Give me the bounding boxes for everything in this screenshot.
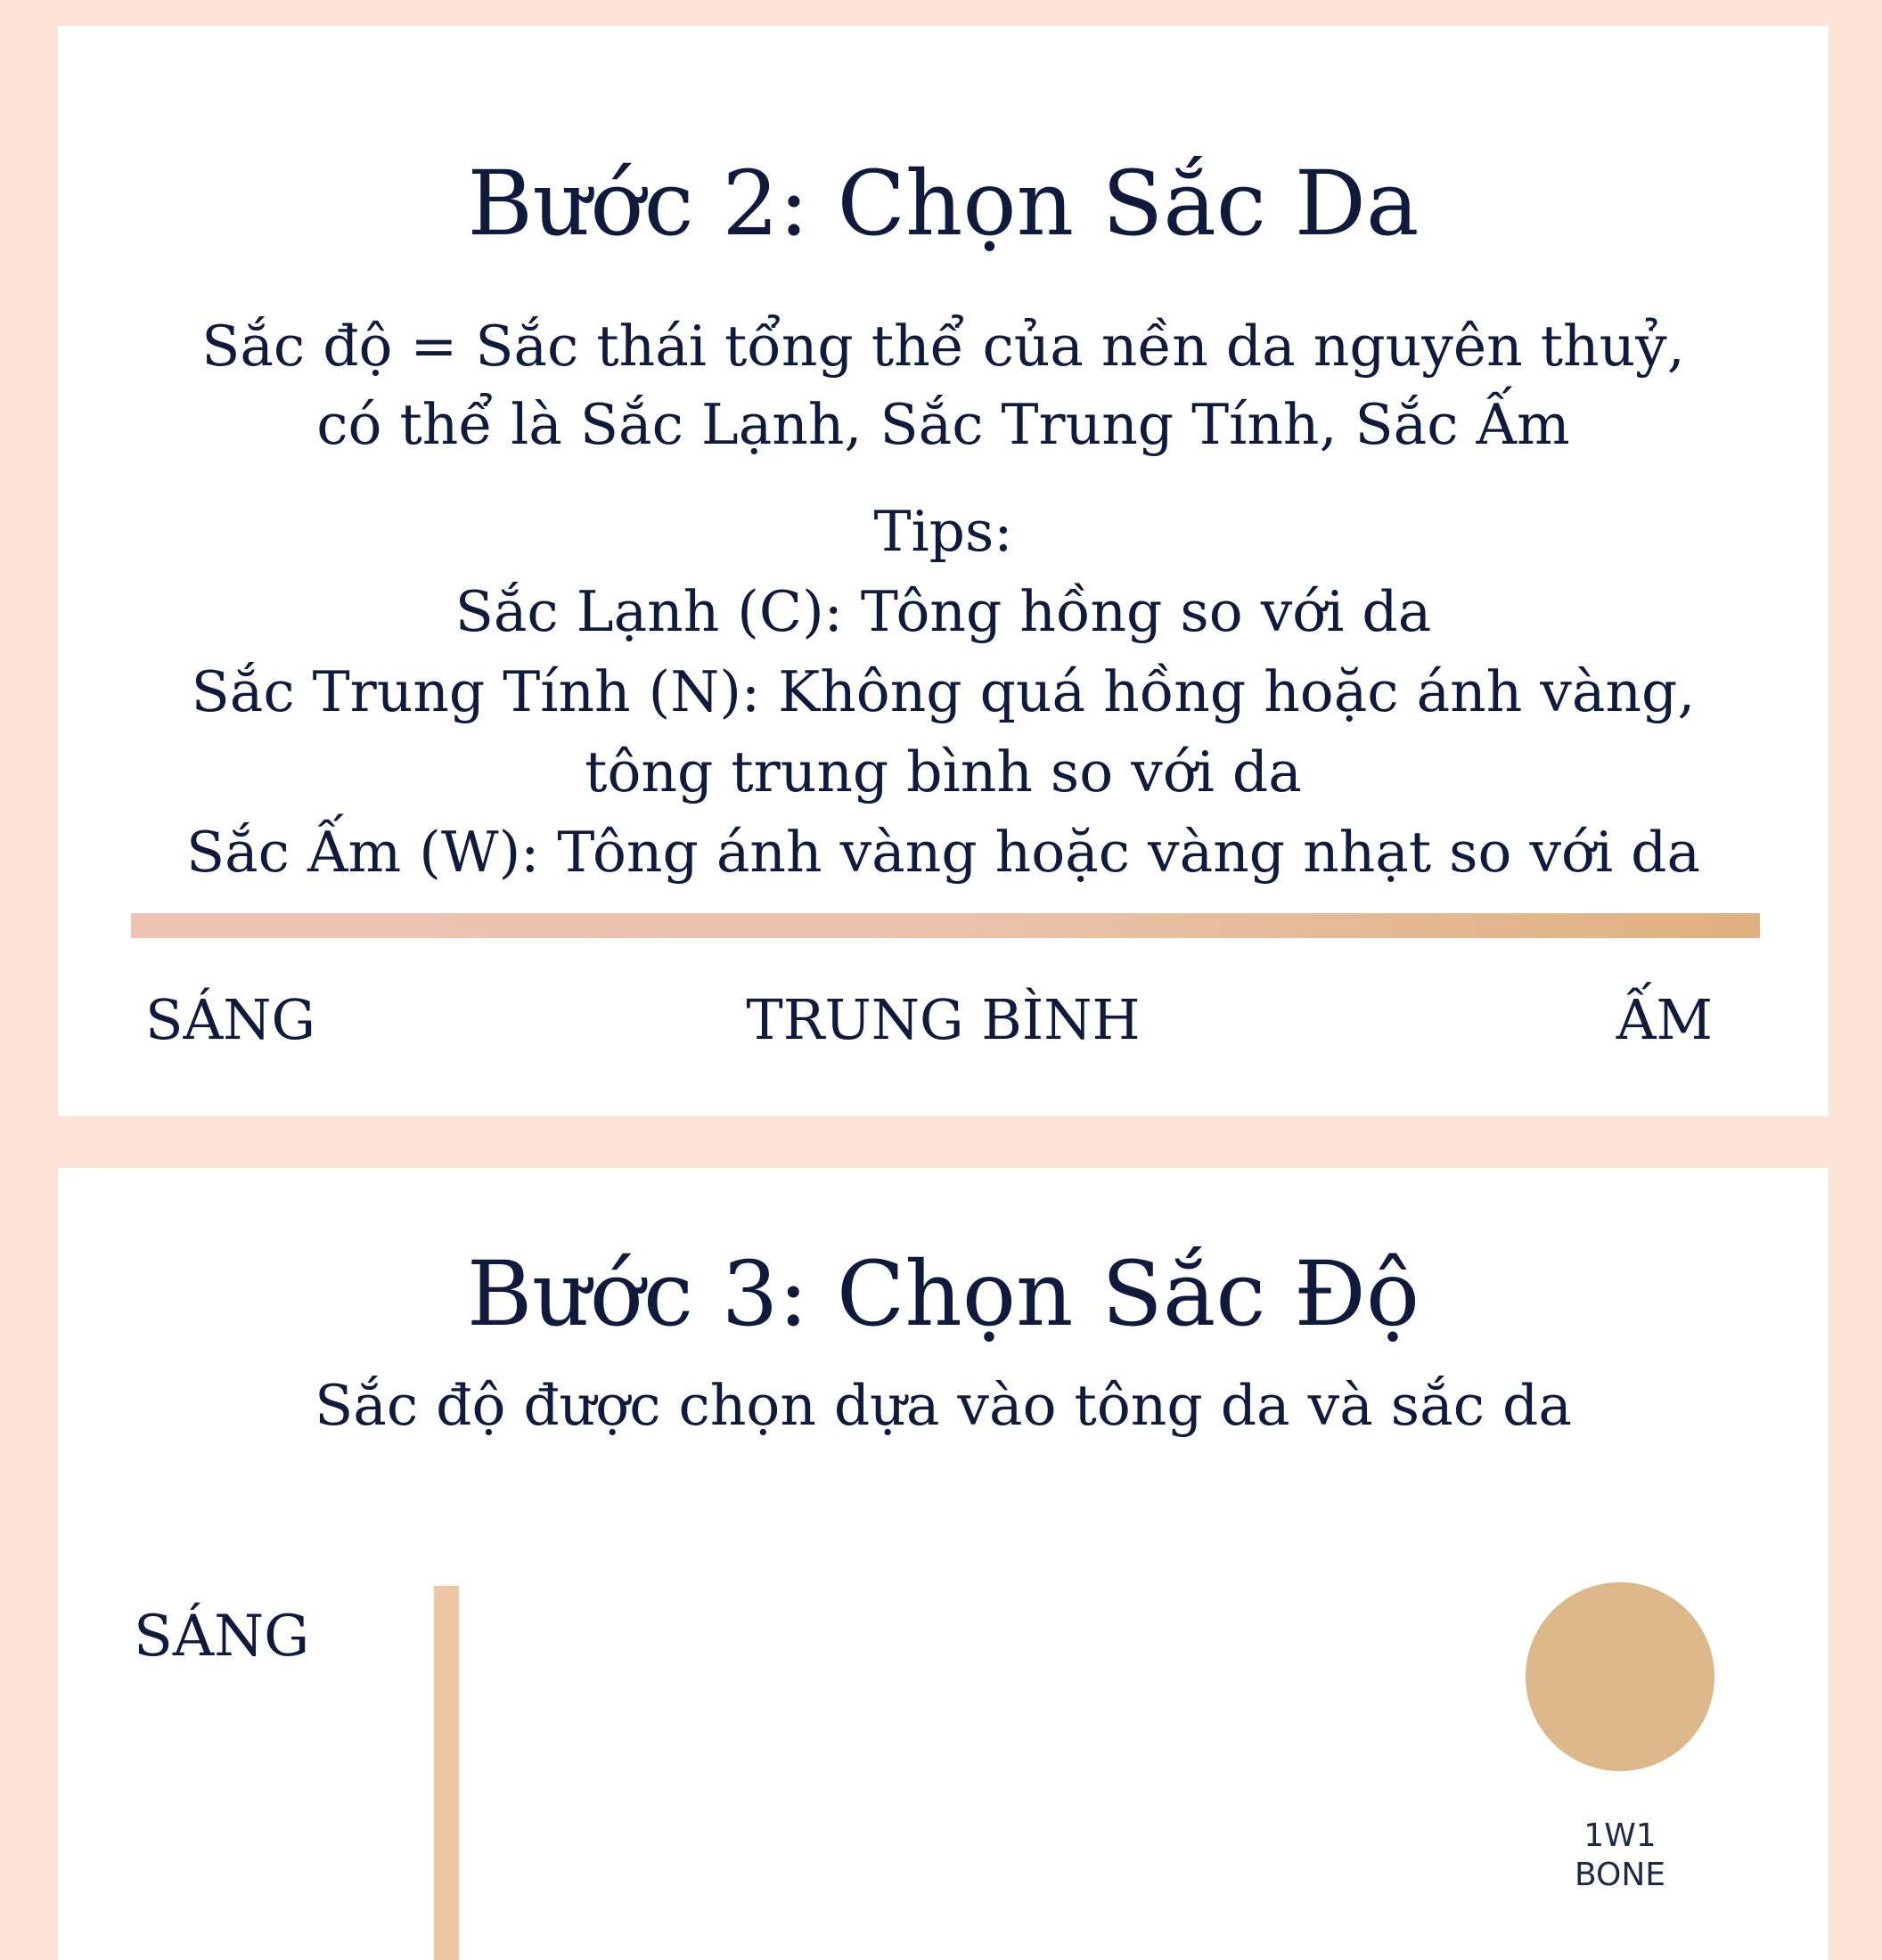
scale-label-light: SÁNG [145, 987, 316, 1052]
step3-title: Bước 3: Chọn Sắc Độ [466, 1242, 1420, 1346]
step2-tips [58, 492, 1829, 893]
definition-line-1: Sắc độ = Sắc thái tổng thể của nền da nguyên thuỷ, [201, 314, 1685, 379]
shade-axis-label-light: SÁNG [134, 1604, 310, 1670]
tip-neutral-continued: tông trung bình so với da [585, 739, 1302, 804]
tip-cool: Sắc Lạnh (C): Tông hồng so với da [454, 579, 1432, 644]
tips-heading: Tips: [873, 499, 1013, 564]
step2-definition [58, 307, 1829, 464]
shade-name: BONE [1574, 1857, 1666, 1893]
step3-subtitle-wrap [58, 1367, 1829, 1445]
tip-neutral: Sắc Trung Tính (N): Không quá hồng hoặc ánh vàng, [191, 659, 1696, 724]
shade-axis-line [434, 1586, 459, 1960]
step3-card [58, 1168, 1829, 1960]
definition-line-2: có thể là Sắc Lạnh, Sắc Trung Tính, Sắc Ấm [316, 392, 1570, 457]
step2-title: Bước 2: Chọn Sắc Da [467, 151, 1420, 256]
shade-swatch-1w1[interactable] [1526, 1582, 1714, 1771]
step2-card [58, 26, 1829, 1116]
undertone-gradient-bar [131, 913, 1760, 938]
scale-label-medium: TRUNG BÌNH [746, 987, 1141, 1052]
step3-subtitle: Sắc độ được chọn dựa vào tông da và sắc da [315, 1373, 1572, 1438]
scale-label-warm: ẤM [1616, 987, 1713, 1052]
shade-code: 1W1 [1583, 1817, 1657, 1854]
tip-warm: Sắc Ấm (W): Tông ánh vàng hoặc vàng nhạt so với da [185, 820, 1701, 885]
